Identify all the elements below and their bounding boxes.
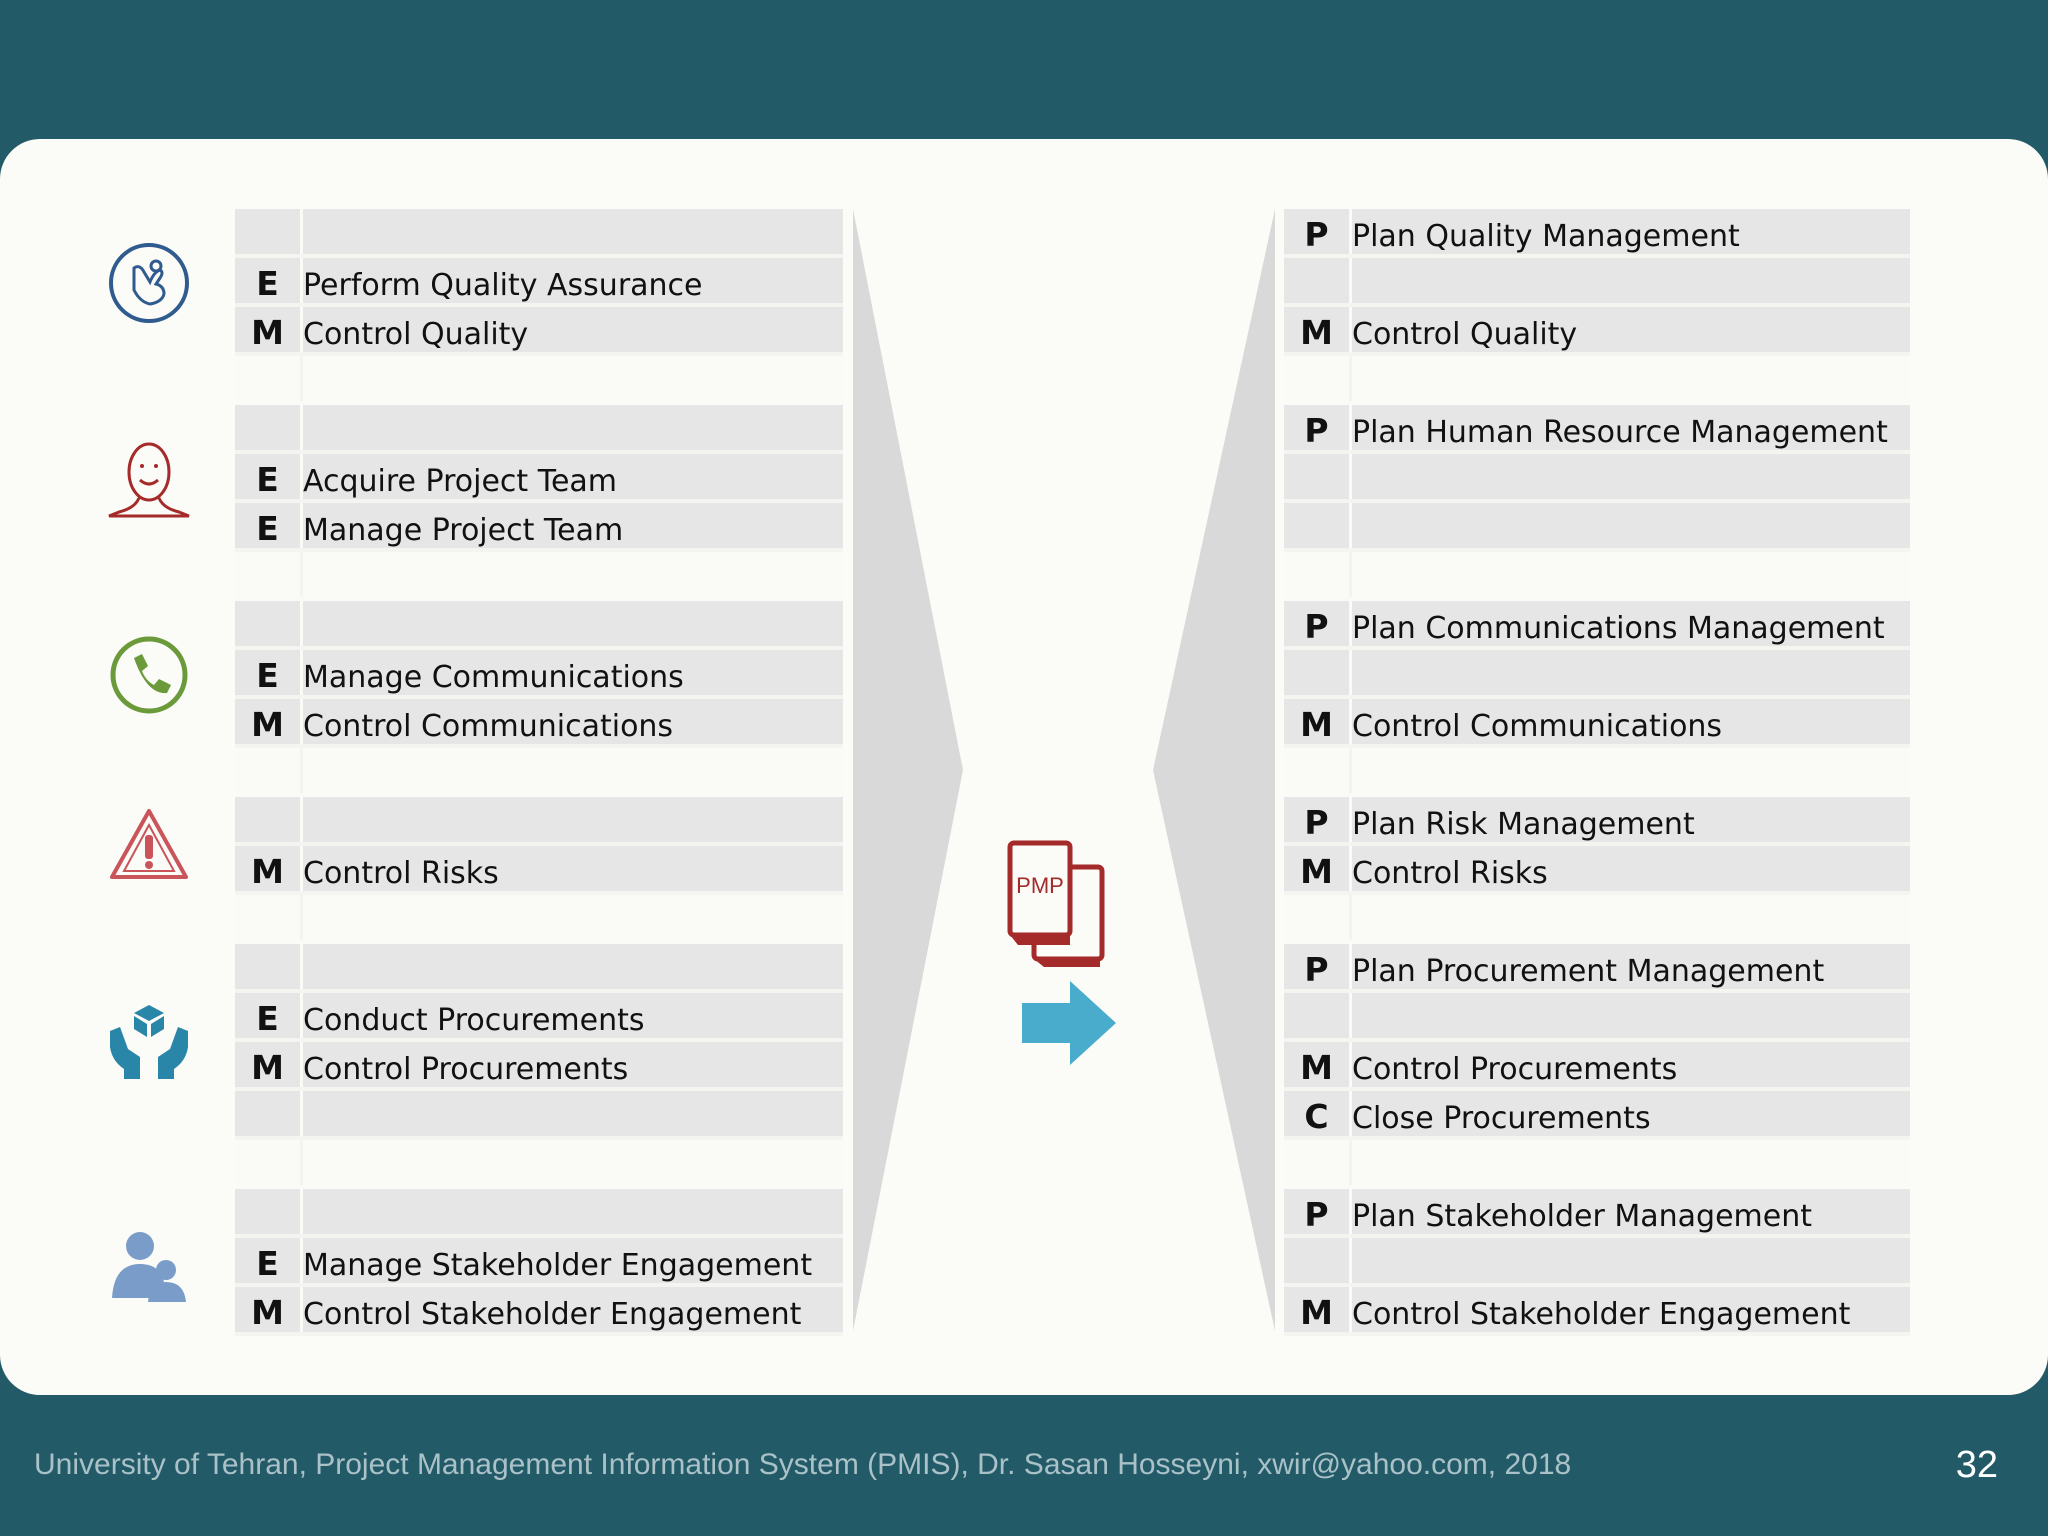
process-name: Control Quality (303, 317, 529, 352)
process-row (235, 1287, 843, 1336)
process-group-letter (235, 1189, 300, 1234)
process-name: Control Risks (303, 856, 499, 891)
phone-icon (104, 630, 194, 720)
process-group-letter (235, 209, 300, 254)
process-row (1284, 993, 1910, 1042)
row-divider (1349, 895, 1352, 940)
process-row (1284, 1287, 1910, 1336)
process-group-letter: E (256, 1244, 279, 1283)
process-row (1284, 1238, 1910, 1287)
process-row (235, 405, 843, 454)
process-name: Control Stakeholder Engagement (303, 1297, 802, 1332)
process-group-letter: P (1304, 607, 1329, 646)
person-face-icon (104, 434, 194, 524)
process-row (1284, 209, 1910, 258)
process-row (235, 797, 843, 846)
row-divider (1349, 1140, 1352, 1185)
process-group-letter: P (1304, 411, 1329, 450)
ok-hand-icon (104, 238, 194, 328)
process-group-letter (235, 601, 300, 646)
process-name (303, 797, 843, 842)
process-row (235, 209, 843, 258)
process-row (235, 601, 843, 650)
process-row (1284, 846, 1910, 895)
process-group-letter: P (1304, 215, 1329, 254)
process-row (235, 944, 843, 993)
process-name: Manage Project Team (303, 513, 624, 548)
process-name: Plan Quality Management (1352, 219, 1740, 254)
process-group-letter (235, 1091, 300, 1136)
hands-box-icon (104, 997, 194, 1087)
process-group-letter (235, 944, 300, 989)
footer-credit: University of Tehran, Project Management Information System (PMIS), Dr. Sasan Hosseyni, xwir@yahoo.com, 2018 (34, 1448, 1572, 1481)
process-name: Plan Procurement Management (1352, 954, 1825, 989)
process-name: Control Quality (1352, 317, 1578, 352)
process-row (235, 1238, 843, 1287)
process-name (1352, 1238, 1910, 1283)
process-name: Close Procurements (1352, 1101, 1651, 1136)
process-name: Control Procurements (303, 1052, 629, 1087)
process-group-letter: M (251, 313, 284, 352)
process-row (235, 1042, 843, 1091)
process-row (235, 650, 843, 699)
process-group-letter (1284, 258, 1349, 303)
executing-monitoring-column (235, 209, 843, 1336)
process-row (235, 699, 843, 748)
process-row (235, 1189, 843, 1238)
row-divider (1349, 356, 1352, 401)
process-name: Manage Communications (303, 660, 684, 695)
process-group-letter: M (251, 1293, 284, 1332)
group-spacer (235, 1140, 843, 1189)
process-group-letter: M (251, 1048, 284, 1087)
process-group-letter: E (256, 656, 279, 695)
process-group-letter (235, 405, 300, 450)
process-name (1352, 258, 1910, 303)
process-name (303, 209, 843, 254)
process-row (235, 258, 843, 307)
slide-card (0, 139, 2048, 1395)
process-group-letter: M (1300, 705, 1333, 744)
group-spacer (235, 895, 843, 944)
process-name: Plan Risk Management (1352, 807, 1695, 842)
process-group-letter: M (1300, 313, 1333, 352)
process-name: Plan Human Resource Management (1352, 415, 1888, 450)
group-spacer (1284, 748, 1910, 797)
row-divider (300, 1140, 303, 1185)
process-row (1284, 405, 1910, 454)
group-spacer (235, 356, 843, 405)
warning-icon (104, 801, 194, 891)
process-group-letter: P (1304, 803, 1329, 842)
process-group-letter (235, 797, 300, 842)
group-spacer (235, 748, 843, 797)
process-group-letter: E (256, 460, 279, 499)
process-group-letter: E (256, 264, 279, 303)
process-row (1284, 699, 1910, 748)
group-spacer (1284, 552, 1910, 601)
process-group-letter: C (1304, 1097, 1329, 1136)
process-row (1284, 307, 1910, 356)
process-name (303, 1189, 843, 1234)
process-group-letter (1284, 650, 1349, 695)
process-name (303, 405, 843, 450)
process-row (1284, 503, 1910, 552)
left-funnel-wedge (853, 209, 963, 1331)
process-row (1284, 1091, 1910, 1140)
process-row (1284, 797, 1910, 846)
process-group-letter: E (256, 999, 279, 1038)
process-name: Control Communications (1352, 709, 1723, 744)
process-group-letter (1284, 1238, 1349, 1283)
process-name (1352, 503, 1910, 548)
process-row (1284, 258, 1910, 307)
group-spacer (1284, 895, 1910, 944)
stakeholders-icon (104, 1218, 194, 1308)
group-spacer (235, 552, 843, 601)
process-group-letter: M (1300, 852, 1333, 891)
process-group-letter: E (256, 509, 279, 548)
right-funnel-wedge (1153, 209, 1275, 1331)
process-row (1284, 601, 1910, 650)
right-arrow-icon (1022, 981, 1118, 1065)
group-spacer (1284, 356, 1910, 405)
process-row (1284, 944, 1910, 993)
process-group-letter: P (1304, 950, 1329, 989)
process-row (1284, 1042, 1910, 1091)
process-name: Conduct Procurements (303, 1003, 645, 1038)
process-name: Control Communications (303, 709, 674, 744)
process-group-letter: M (1300, 1293, 1333, 1332)
row-divider (300, 356, 303, 401)
page-number: 32 (1955, 1444, 1998, 1486)
process-row (235, 503, 843, 552)
process-name (303, 944, 843, 989)
process-name (1352, 993, 1910, 1038)
process-row (235, 993, 843, 1042)
process-row (235, 1091, 843, 1140)
process-name (1352, 650, 1910, 695)
process-group-letter: P (1304, 1195, 1329, 1234)
process-name: Control Risks (1352, 856, 1548, 891)
process-group-letter: M (1300, 1048, 1333, 1087)
process-row (235, 846, 843, 895)
process-row (235, 454, 843, 503)
process-name (1352, 454, 1910, 499)
process-group-letter: M (251, 705, 284, 744)
process-row (1284, 454, 1910, 503)
process-row (1284, 650, 1910, 699)
row-divider (1349, 748, 1352, 793)
process-name: Plan Stakeholder Management (1352, 1199, 1813, 1234)
process-group-letter (1284, 454, 1349, 499)
planning-closing-column (1284, 209, 1910, 1336)
process-name: Plan Communications Management (1352, 611, 1885, 646)
process-group-letter: M (251, 852, 284, 891)
process-group-letter (1284, 503, 1349, 548)
process-row (1284, 1189, 1910, 1238)
pmp-book-label: PMP (1016, 873, 1064, 898)
process-name: Acquire Project Team (303, 464, 618, 499)
row-divider (1349, 552, 1352, 597)
row-divider (300, 895, 303, 940)
process-name: Control Procurements (1352, 1052, 1678, 1087)
process-row (235, 307, 843, 356)
process-name: Perform Quality Assurance (303, 268, 703, 303)
process-group-letter (1284, 993, 1349, 1038)
process-name: Manage Stakeholder Engagement (303, 1248, 813, 1283)
row-divider (300, 748, 303, 793)
row-divider (300, 552, 303, 597)
process-name: Control Stakeholder Engagement (1352, 1297, 1851, 1332)
group-spacer (1284, 1140, 1910, 1189)
process-name (303, 1091, 843, 1136)
process-name (303, 601, 843, 646)
pmp-book-icon (1000, 839, 1110, 969)
